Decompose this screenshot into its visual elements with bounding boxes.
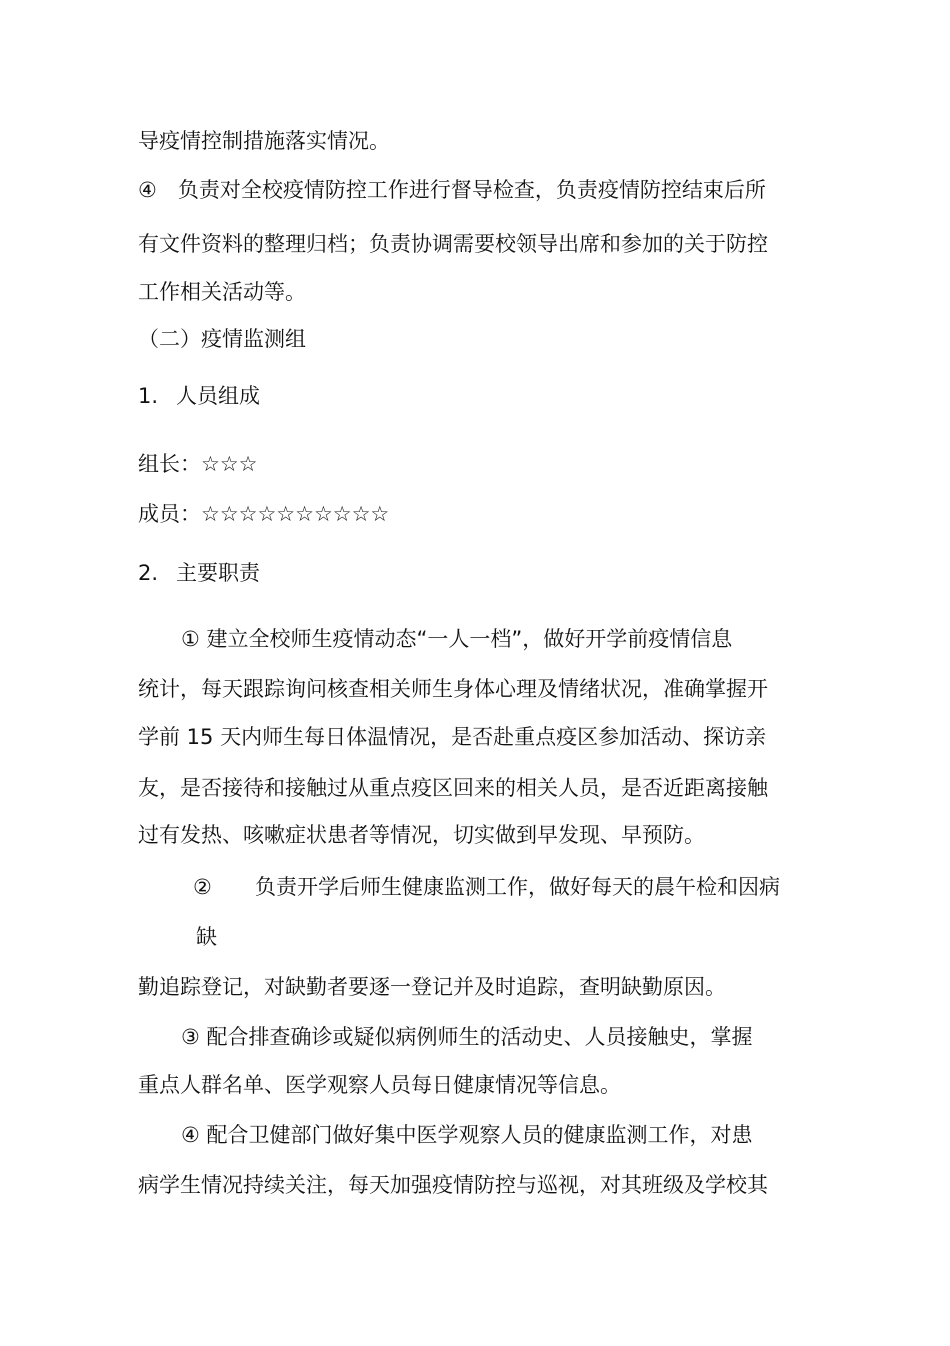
duty3-line-2: 重点人群名单、医学观察人员每日健康情况等信息。 xyxy=(138,1073,621,1097)
leader-line: 组长：☆☆☆ xyxy=(138,452,258,476)
subheading-number: 2. xyxy=(138,561,159,585)
duty1-line-5: 过有发热、咳嗽症状患者等情况，切实做到早发现、早预防。 xyxy=(138,823,705,847)
item4-line-3: 工作相关活动等。 xyxy=(138,280,306,304)
subheading-number: 1. xyxy=(138,384,159,408)
duty2-line-3: 勤追踪登记，对缺勤者要逐一登记并及时追踪，查明缺勤原因。 xyxy=(138,975,726,999)
subheading-title: 人员组成 xyxy=(176,384,260,408)
duty2-line-2: 缺 xyxy=(196,925,217,949)
duty3-line-1: ③ 配合排查确诊或疑似病例师生的活动史、人员接触史，掌握 xyxy=(181,1025,753,1049)
duty1-line-1: ① 建立全校师生疫情动态“一人一档”，做好开学前疫情信息 xyxy=(181,627,733,651)
duty1-line-4: 友，是否接待和接触过从重点疫区回来的相关人员，是否近距离接触 xyxy=(138,776,768,800)
item4-line-2: 有文件资料的整理归档；负责协调需要校领导出席和参加的关于防控 xyxy=(138,232,768,256)
intro-tail-line: 导疫情控制措施落实情况。 xyxy=(138,129,390,153)
members-line: 成员：☆☆☆☆☆☆☆☆☆☆ xyxy=(138,502,390,526)
duty1-line-3: 学前 15 天内师生每日体温情况，是否赴重点疫区参加活动、探访亲 xyxy=(138,725,767,749)
subheading-duties xyxy=(138,558,260,588)
duty4-line-2: 病学生情况持续关注，每天加强疫情防控与巡视，对其班级及学校其 xyxy=(138,1173,768,1197)
subheading-title: 主要职责 xyxy=(176,561,260,585)
duty2-text: 负责开学后师生健康监测工作，做好每天的晨午检和因病 xyxy=(255,875,780,899)
item4-line-1: ④ 负责对全校疫情防控工作进行督导检查，负责疫情防控结束后所 xyxy=(138,178,766,202)
duty4-line-1: ④ 配合卫健部门做好集中医学观察人员的健康监测工作，对患 xyxy=(181,1123,753,1147)
subheading-personnel xyxy=(138,381,260,411)
duty2-line-1 xyxy=(193,872,780,902)
duty1-line-2: 统计，每天跟踪询问核查相关师生身体心理及情绪状况，准确掌握开 xyxy=(138,677,768,701)
duty2-marker: ② xyxy=(193,875,212,899)
section-heading: （二）疫情监测组 xyxy=(138,327,306,351)
